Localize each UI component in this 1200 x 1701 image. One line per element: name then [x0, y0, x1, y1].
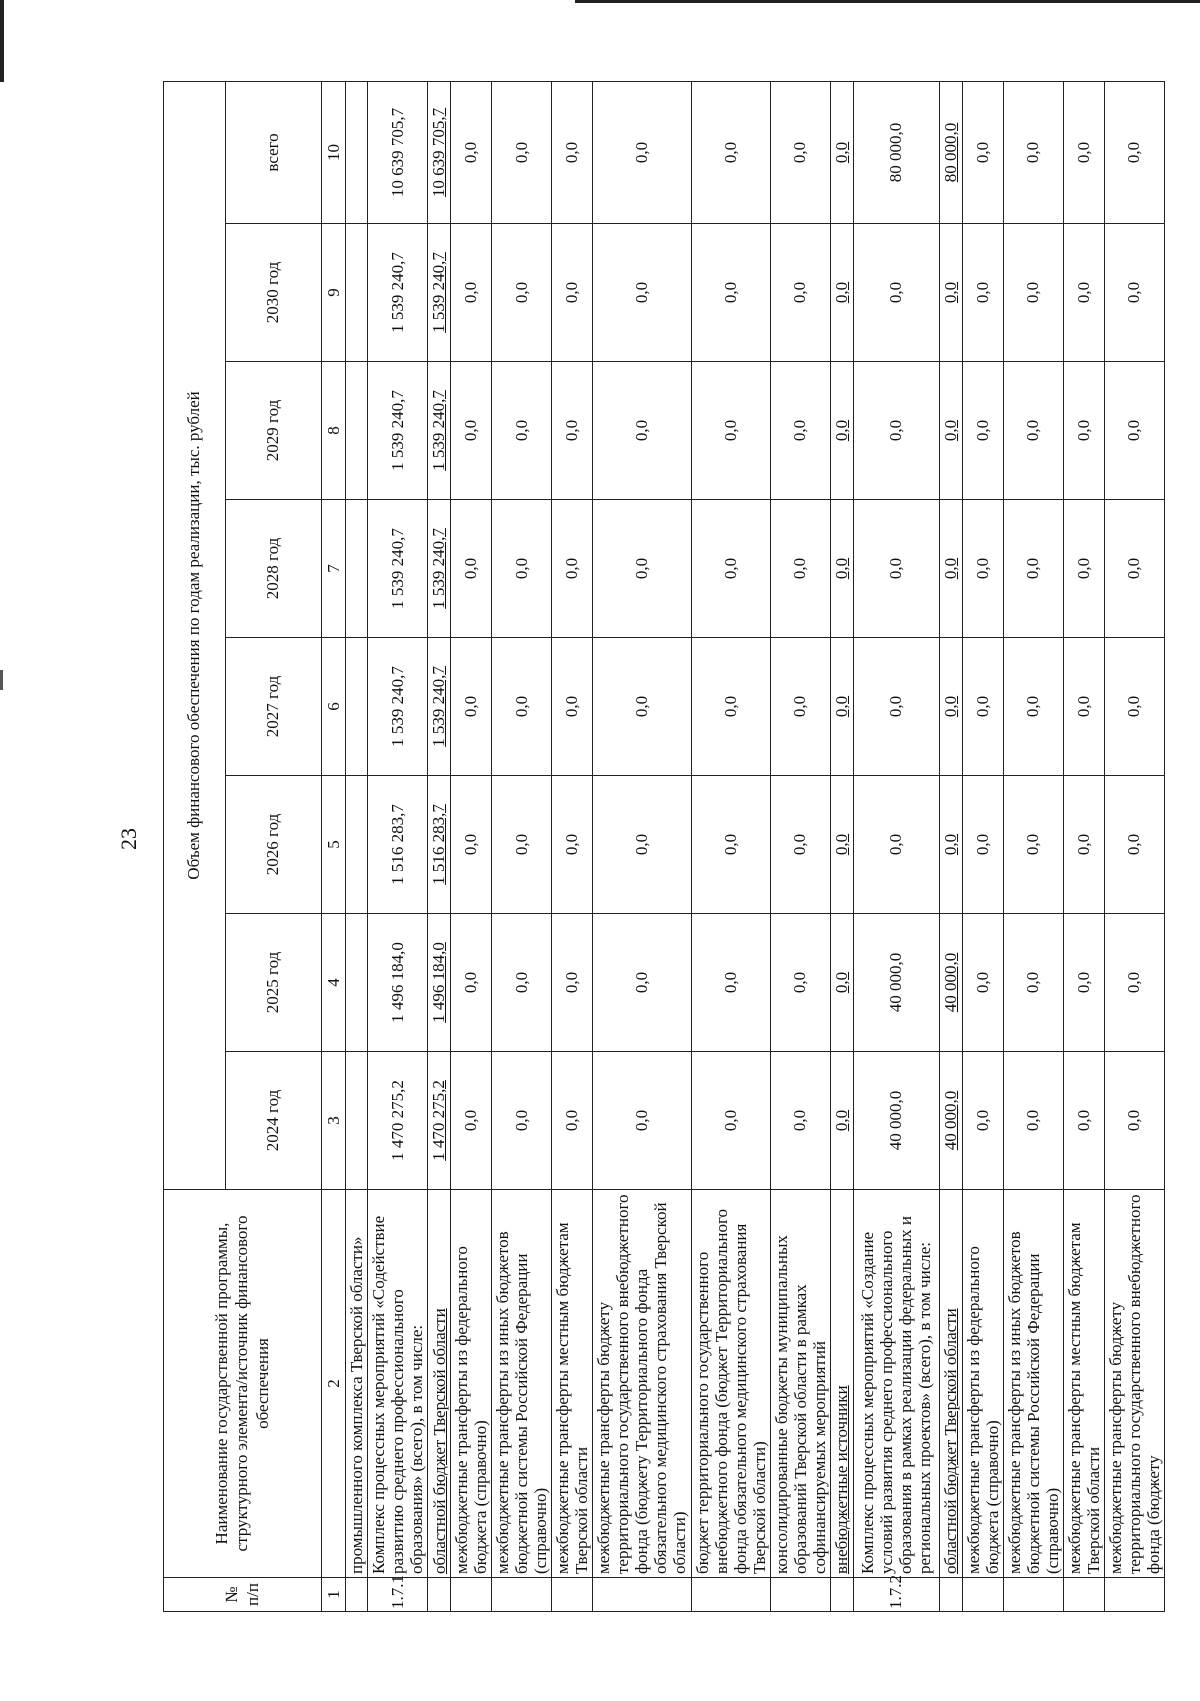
- header-year: 2026 год: [226, 776, 322, 914]
- row-year-value: 0,0: [962, 1052, 1003, 1190]
- row-year-value: [346, 224, 368, 362]
- row-number: [1104, 1578, 1164, 1612]
- row-total-value: 80 000,0: [939, 81, 962, 223]
- row-year-value: 1 516 283,7: [428, 776, 451, 914]
- row-year-value: 0,0: [552, 914, 593, 1052]
- header-year: 2025 год: [226, 914, 322, 1052]
- row-number: [346, 1578, 368, 1612]
- row-year-value: 0,0: [853, 224, 939, 362]
- row-total-value: 0,0: [691, 81, 770, 223]
- row-year-value: 0,0: [770, 914, 830, 1052]
- row-year-value: 0,0: [552, 500, 593, 638]
- row-year-value: 0,0: [770, 500, 830, 638]
- table-row: [1003, 81, 1063, 1611]
- row-year-value: 0,0: [962, 638, 1003, 776]
- row-year-value: 1 539 240,7: [368, 224, 428, 362]
- row-year-value: 0,0: [552, 362, 593, 500]
- row-year-value: 0,0: [939, 224, 962, 362]
- scan-edge-mark: [0, 670, 3, 690]
- row-total-value: 0,0: [451, 81, 492, 223]
- column-index: 5: [322, 776, 346, 914]
- row-total-value: 0,0: [552, 81, 593, 223]
- row-year-value: 0,0: [1104, 500, 1164, 638]
- row-year-value: 0,0: [451, 914, 492, 1052]
- row-year-value: [346, 914, 368, 1052]
- row-year-value: 1 539 240,7: [428, 638, 451, 776]
- table-row: [691, 81, 770, 1611]
- row-year-value: 0,0: [830, 638, 853, 776]
- row-year-value: 0,0: [1003, 776, 1063, 914]
- row-name: областной бюджет Тверской области: [939, 1190, 962, 1578]
- row-total-value: 80 000,0: [853, 81, 939, 223]
- row-year-value: 1 516 283,7: [368, 776, 428, 914]
- row-name: межбюджетные трансферты из иных бюджетов бюджетной системы Российской Федерации (справочно): [1003, 1190, 1063, 1578]
- row-year-value: 0,0: [492, 638, 552, 776]
- row-total-value: 0,0: [830, 81, 853, 223]
- table-row: [451, 81, 492, 1611]
- header-no: № п/п: [164, 1578, 322, 1612]
- header-year: 2024 год: [226, 1052, 322, 1190]
- row-number: [830, 1578, 853, 1612]
- row-year-value: 0,0: [451, 1052, 492, 1190]
- row-year-value: 1 539 240,7: [428, 500, 451, 638]
- row-year-value: 0,0: [492, 776, 552, 914]
- row-year-value: 1 539 240,7: [428, 362, 451, 500]
- row-total-value: 0,0: [593, 81, 691, 223]
- row-year-value: 0,0: [830, 500, 853, 638]
- table-row: [939, 81, 962, 1611]
- row-name: межбюджетные трансферты бюджету территориального государственного внебюджетного фонда (бюджету Территориального фонда обязательного медицинского страхования Тверской области): [593, 1190, 691, 1578]
- row-year-value: 1 539 240,7: [368, 500, 428, 638]
- row-year-value: 1 496 184,0: [428, 914, 451, 1052]
- row-total-value: 0,0: [1003, 81, 1063, 223]
- row-year-value: 0,0: [593, 1052, 691, 1190]
- column-index: 8: [322, 362, 346, 500]
- table-row: [368, 81, 428, 1611]
- row-year-value: 0,0: [492, 224, 552, 362]
- column-index: 1: [322, 1578, 346, 1612]
- table-row: [962, 81, 1003, 1611]
- row-year-value: 0,0: [939, 362, 962, 500]
- row-year-value: 0,0: [691, 500, 770, 638]
- row-number: 1.7.1: [368, 1578, 428, 1612]
- table-row: [492, 81, 552, 1611]
- table-row: [770, 81, 830, 1611]
- row-year-value: 40 000,0: [939, 1052, 962, 1190]
- row-year-value: 0,0: [552, 224, 593, 362]
- row-year-value: 0,0: [593, 776, 691, 914]
- row-name: Комплекс процессных мероприятий «Содействие развитию среднего профессионального образования» (всего), в том числе:: [368, 1190, 428, 1578]
- row-total-value: 0,0: [1104, 81, 1164, 223]
- row-year-value: 0,0: [939, 500, 962, 638]
- row-year-value: 0,0: [1104, 914, 1164, 1052]
- row-year-value: 0,0: [691, 224, 770, 362]
- row-year-value: 0,0: [770, 776, 830, 914]
- page-number: 23: [116, 828, 141, 850]
- table-row: [346, 81, 368, 1611]
- row-name: межбюджетные трансферты из федерального бюджета (справочно): [962, 1190, 1003, 1578]
- row-year-value: 0,0: [691, 914, 770, 1052]
- financing-table: [163, 81, 1165, 1612]
- row-year-value: 0,0: [962, 914, 1003, 1052]
- row-number: [1003, 1578, 1063, 1612]
- row-number: [593, 1578, 691, 1612]
- table-row: [1063, 81, 1104, 1611]
- scan-edge-mark: [0, 0, 4, 82]
- row-year-value: 0,0: [1003, 1052, 1063, 1190]
- row-year-value: 0,0: [451, 776, 492, 914]
- row-total-value: 0,0: [770, 81, 830, 223]
- row-name: бюджет территориального государственного внебюджетного фонда (бюджет Территориального фонда обязательного медицинского страхования Тверской области): [691, 1190, 770, 1578]
- row-year-value: 0,0: [451, 362, 492, 500]
- row-name: внебюджетные источники: [830, 1190, 853, 1578]
- row-number: [1063, 1578, 1104, 1612]
- row-year-value: 0,0: [593, 638, 691, 776]
- row-year-value: 0,0: [1104, 1052, 1164, 1190]
- row-year-value: 0,0: [853, 500, 939, 638]
- row-year-value: 0,0: [1063, 362, 1104, 500]
- row-year-value: 0,0: [1003, 914, 1063, 1052]
- table-row: [830, 81, 853, 1611]
- top-border-line: [575, 0, 1200, 3]
- row-year-value: 0,0: [962, 224, 1003, 362]
- row-year-value: 0,0: [1003, 500, 1063, 638]
- row-number: [770, 1578, 830, 1612]
- row-total-value: [346, 81, 368, 223]
- row-name: промышленного комплекса Тверской области»: [346, 1190, 368, 1578]
- row-year-value: 0,0: [492, 1052, 552, 1190]
- table-row: [853, 81, 939, 1611]
- row-year-value: 0,0: [1063, 224, 1104, 362]
- row-name: межбюджетные трансферты местным бюджетам Тверской области: [1063, 1190, 1104, 1578]
- row-year-value: 0,0: [1003, 362, 1063, 500]
- row-year-value: 0,0: [1063, 776, 1104, 914]
- column-index: 2: [322, 1190, 346, 1578]
- row-total-value: 0,0: [962, 81, 1003, 223]
- row-year-value: 0,0: [1003, 638, 1063, 776]
- row-year-value: 0,0: [939, 638, 962, 776]
- row-year-value: 0,0: [853, 362, 939, 500]
- table-row: [593, 81, 691, 1611]
- row-year-value: 0,0: [770, 224, 830, 362]
- row-number: [691, 1578, 770, 1612]
- row-number: [939, 1578, 962, 1612]
- row-year-value: 0,0: [1104, 224, 1164, 362]
- row-year-value: 0,0: [1063, 1052, 1104, 1190]
- row-year-value: 0,0: [552, 1052, 593, 1190]
- column-index: 6: [322, 638, 346, 776]
- row-year-value: 1 496 184,0: [368, 914, 428, 1052]
- row-year-value: 0,0: [830, 1052, 853, 1190]
- header-year: 2030 год: [226, 224, 322, 362]
- row-number: [962, 1578, 1003, 1612]
- row-number: 1.7.2: [853, 1578, 939, 1612]
- row-year-value: 0,0: [492, 500, 552, 638]
- row-year-value: 0,0: [451, 638, 492, 776]
- row-year-value: 0,0: [1104, 776, 1164, 914]
- row-year-value: 1 539 240,7: [368, 638, 428, 776]
- row-year-value: 0,0: [593, 500, 691, 638]
- row-year-value: 1 470 275,2: [368, 1052, 428, 1190]
- row-year-value: 0,0: [691, 776, 770, 914]
- rotated-table-container: [163, 82, 1163, 1612]
- row-year-value: 40 000,0: [939, 914, 962, 1052]
- row-year-value: 0,0: [492, 914, 552, 1052]
- row-name: Комплекс процессных мероприятий «Создание условий развития среднего профессионального образования в рамках реализации федеральных и региональных проектов» (всего), в том числе:: [853, 1190, 939, 1578]
- row-number: [552, 1578, 593, 1612]
- header-volume: Объем финансового обеспечения по годам реализации, тыс. рублей: [164, 81, 226, 1189]
- row-year-value: 0,0: [593, 362, 691, 500]
- row-year-value: 0,0: [939, 776, 962, 914]
- row-year-value: 0,0: [853, 776, 939, 914]
- row-year-value: 0,0: [962, 500, 1003, 638]
- row-year-value: 1 539 240,7: [428, 224, 451, 362]
- row-year-value: 0,0: [691, 638, 770, 776]
- row-year-value: [346, 638, 368, 776]
- row-total-value: 10 639 705,7: [428, 81, 451, 223]
- row-year-value: 0,0: [691, 362, 770, 500]
- column-index: 3: [322, 1052, 346, 1190]
- row-name: межбюджетные трансферты бюджету территориального государственного внебюджетного фонда (бюджету: [1104, 1190, 1164, 1578]
- row-year-value: 0,0: [962, 362, 1003, 500]
- row-year-value: 0,0: [451, 224, 492, 362]
- column-index: 9: [322, 224, 346, 362]
- row-year-value: 0,0: [853, 638, 939, 776]
- row-year-value: 0,0: [962, 776, 1003, 914]
- row-year-value: 40 000,0: [853, 1052, 939, 1190]
- row-year-value: 0,0: [691, 1052, 770, 1190]
- row-year-value: [346, 1052, 368, 1190]
- header-total: всего: [226, 81, 322, 223]
- row-total-value: 0,0: [1063, 81, 1104, 223]
- column-index-row: [322, 81, 346, 1611]
- row-year-value: 0,0: [492, 362, 552, 500]
- row-year-value: 0,0: [770, 638, 830, 776]
- row-year-value: 0,0: [830, 224, 853, 362]
- row-year-value: 0,0: [1063, 500, 1104, 638]
- row-year-value: 0,0: [770, 362, 830, 500]
- row-year-value: 0,0: [830, 776, 853, 914]
- row-year-value: 0,0: [552, 776, 593, 914]
- row-year-value: 0,0: [1003, 224, 1063, 362]
- row-year-value: 40 000,0: [853, 914, 939, 1052]
- header-year: 2027 год: [226, 638, 322, 776]
- row-year-value: 0,0: [1063, 638, 1104, 776]
- row-name: межбюджетные трансферты местным бюджетам Тверской области: [552, 1190, 593, 1578]
- row-name: межбюджетные трансферты из федерального бюджета (справочно): [451, 1190, 492, 1578]
- header-year: 2029 год: [226, 362, 322, 500]
- column-index: 10: [322, 81, 346, 223]
- row-name: областной бюджет Тверской области: [428, 1190, 451, 1578]
- row-year-value: 0,0: [593, 224, 691, 362]
- row-name: межбюджетные трансферты из иных бюджетов бюджетной системы Российской Федерации (справочно): [492, 1190, 552, 1578]
- row-name: консолидированные бюджеты муниципальных образований Тверской области в рамках софинансируемых мероприятий: [770, 1190, 830, 1578]
- column-index: 4: [322, 914, 346, 1052]
- row-year-value: [346, 776, 368, 914]
- row-year-value: 0,0: [1104, 362, 1164, 500]
- row-year-value: [346, 362, 368, 500]
- row-total-value: 10 639 705,7: [368, 81, 428, 223]
- column-index: 7: [322, 500, 346, 638]
- row-total-value: 0,0: [492, 81, 552, 223]
- row-year-value: 0,0: [830, 914, 853, 1052]
- row-number: [451, 1578, 492, 1612]
- header-year: 2028 год: [226, 500, 322, 638]
- row-year-value: 1 470 275,2: [428, 1052, 451, 1190]
- row-year-value: 0,0: [770, 1052, 830, 1190]
- row-number: [492, 1578, 552, 1612]
- row-year-value: 0,0: [1063, 914, 1104, 1052]
- row-year-value: 0,0: [552, 638, 593, 776]
- row-year-value: 0,0: [830, 362, 853, 500]
- row-year-value: [346, 500, 368, 638]
- row-year-value: 0,0: [1104, 638, 1164, 776]
- table-row: [1104, 81, 1164, 1611]
- row-year-value: 0,0: [451, 500, 492, 638]
- table-row: [552, 81, 593, 1611]
- row-year-value: 1 539 240,7: [368, 362, 428, 500]
- row-number: [428, 1578, 451, 1612]
- header-name: Наименование государственной программы, структурного элемента/источник финансового обеспечения: [164, 1190, 322, 1578]
- table-row: [428, 81, 451, 1611]
- row-year-value: 0,0: [593, 914, 691, 1052]
